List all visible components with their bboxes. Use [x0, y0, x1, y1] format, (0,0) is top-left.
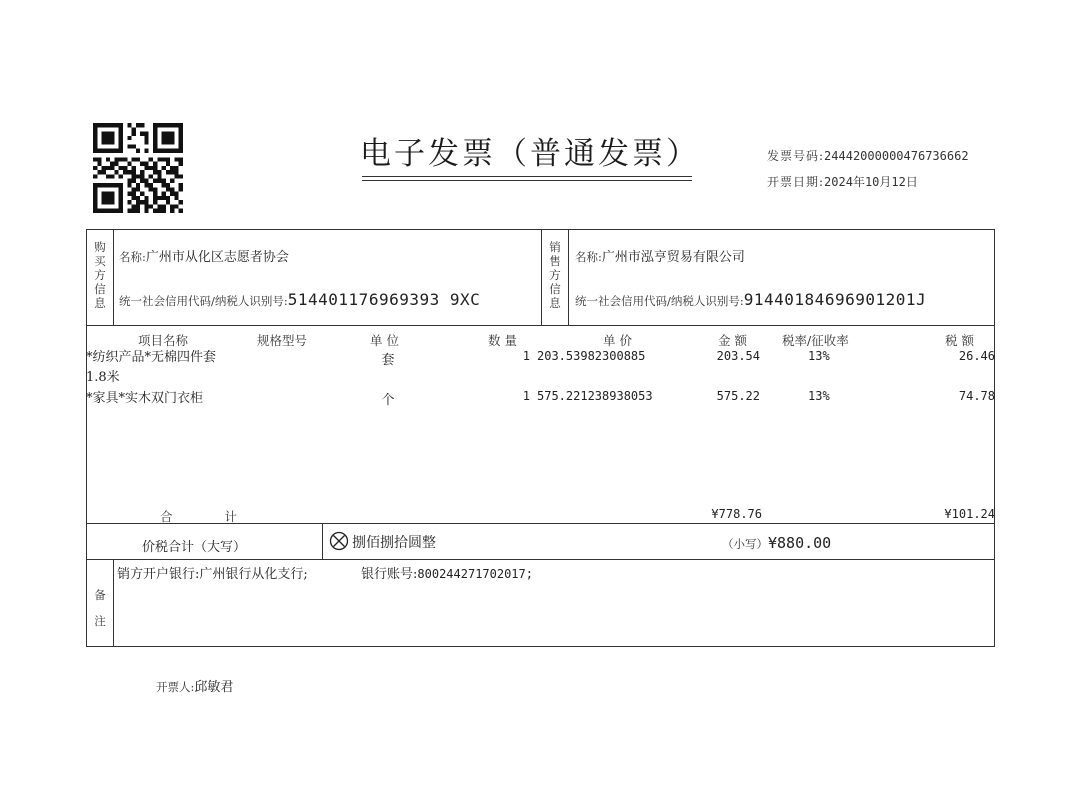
seller-name: [575, 246, 745, 265]
buyer-name-value: 广州市从化区志愿者协会: [145, 250, 289, 265]
remarks-account: [361, 563, 533, 582]
item-2-name: *家具*实木双门衣柜: [86, 391, 204, 406]
remarks-bank-label: 销方开户银行:: [117, 567, 200, 582]
seller-name-value: 广州市泓亨贸易有限公司: [601, 250, 745, 265]
qr-code: [93, 123, 183, 213]
invoice-number-label: 发票号码:: [767, 149, 825, 163]
issuer-label: 开票人:: [156, 680, 195, 694]
divider: [541, 229, 542, 325]
item-1-price: 203.53982300885: [537, 349, 646, 363]
invoice-date: [767, 173, 918, 190]
divider: [113, 559, 114, 647]
remarks-account-label: 银行账号:: [361, 567, 418, 582]
grand-total-lower-label: （小写）: [722, 537, 768, 551]
divider: [322, 523, 323, 559]
remarks-bank: [117, 563, 308, 582]
invoice-number: [767, 147, 969, 164]
grand-total-lower-value: ¥880.00: [768, 534, 832, 552]
divider: [86, 559, 995, 560]
col-header-unit: 单 位: [370, 333, 399, 348]
divider: [568, 229, 569, 325]
issuer-value: 邱敏君: [194, 680, 234, 695]
item-1-amount: 203.54: [716, 349, 760, 363]
col-header-item: 项目名称: [138, 333, 189, 348]
invoice-number-value: 24442000000476736662: [824, 149, 969, 163]
col-header-rate: 税率/征收率: [782, 333, 849, 348]
divider: [113, 229, 114, 325]
grand-total-lower: [722, 533, 831, 552]
cross-circle-icon: [329, 531, 349, 551]
col-header-spec: 规格型号: [257, 333, 308, 348]
col-header-amount: 金 额: [718, 333, 747, 348]
col-header-tax: 税 额: [945, 333, 974, 348]
item-2-qty: 1: [522, 389, 530, 403]
col-header-qty: 数 量: [488, 333, 517, 348]
total-tax: ¥101.24: [944, 507, 995, 521]
buyer-name-label: 名称:: [119, 250, 146, 264]
item-1-name-cont: 1.8米: [86, 370, 120, 385]
item-1-qty: 1: [522, 349, 530, 363]
total-label: 合 计: [160, 509, 237, 524]
remarks-side-label: 备 注: [94, 588, 106, 628]
remarks-account-value: 800244271702017;: [417, 567, 533, 581]
item-2-tax: 74.78: [958, 389, 995, 403]
invoice-title: 电子发票（普通发票）: [360, 136, 700, 172]
buyer-side-label: 购 买 方 信 息: [94, 240, 106, 310]
item-2-unit: 个: [381, 393, 395, 408]
buyer-name: [119, 246, 289, 265]
remarks-bank-value: 广州银行从化支行;: [199, 567, 308, 582]
seller-name-label: 名称:: [575, 250, 602, 264]
item-2-rate: 13%: [808, 389, 830, 403]
buyer-tax-id: [119, 290, 480, 309]
buyer-tax-id-value: 514401176969393 9XC: [287, 290, 481, 309]
item-1-name: *纺织产品*无棉四件套: [86, 350, 217, 365]
buyer-tax-id-label: 统一社会信用代码/纳税人识别号:: [119, 294, 288, 308]
item-2-amount: 575.22: [716, 389, 760, 403]
item-1-rate: 13%: [808, 349, 830, 363]
title-underline: [362, 176, 692, 177]
title-underline: [362, 180, 692, 181]
item-1-tax: 26.46: [958, 349, 995, 363]
issuer: [156, 676, 233, 695]
invoice-date-value: 2024年10月12日: [824, 175, 918, 189]
item-1-unit: 套: [381, 353, 395, 368]
grand-total-upper: 捌佰捌拾圆整: [352, 535, 436, 551]
seller-side-label: 销 售 方 信 息: [549, 240, 561, 310]
invoice-date-label: 开票日期:: [767, 175, 825, 189]
divider: [86, 325, 995, 326]
seller-tax-id-label: 统一社会信用代码/纳税人识别号:: [575, 294, 744, 308]
total-amount: ¥778.76: [711, 507, 762, 521]
seller-tax-id-value: 91440184696901201J: [743, 290, 927, 309]
col-header-price: 单 价: [603, 333, 632, 348]
item-2-price: 575.221238938053: [537, 389, 653, 403]
seller-tax-id: [575, 290, 926, 309]
grand-total-label: 价税合计（大写）: [142, 540, 247, 555]
